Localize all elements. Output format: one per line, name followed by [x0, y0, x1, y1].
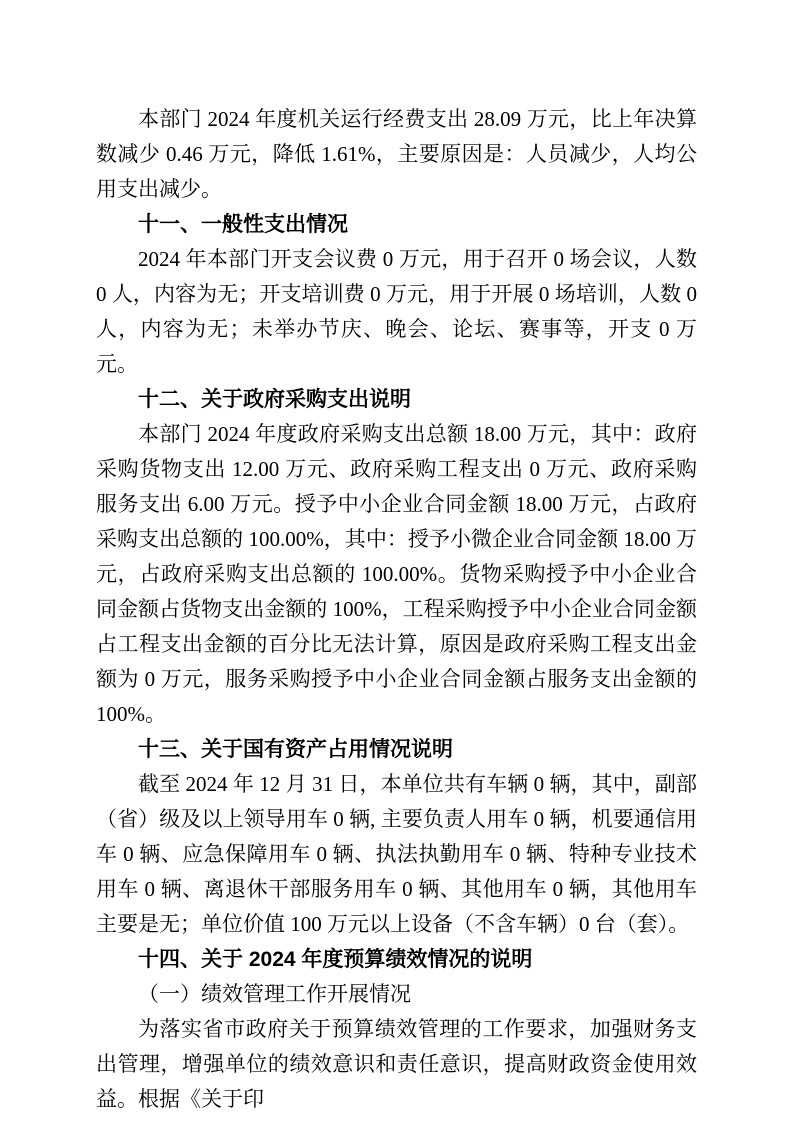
paragraph-performance-management-intro: 为落实省市政府关于预算绩效管理的工作要求，加强财务支出管理，增强单位的绩效意识和责任意识，提高财政资金使用效益。根据《关于印	[96, 1017, 697, 1111]
section-heading-11-general-expenditure: 十一、一般性支出情况	[138, 213, 348, 236]
paragraph-agency-operating-expense: 本部门 2024 年度机关运行经费支出 28.09 万元，比上年决算数减少 0.46 万元，降低 1.61%，主要原因是：人员减少，人均公用支出减少。	[96, 107, 697, 201]
section-heading-14-budget-performance: 十四、关于 2024 年度预算绩效情况的说明	[138, 948, 533, 971]
paragraph-state-owned-assets-details: 截至 2024 年 12 月 31 日，本单位共有车辆 0 辆，其中，副部（省）级及以上领导用车 0 辆, 主要负责人用车 0 辆，机要通信用车 0 辆、应急保障用车 0 辆、执法执勤用车 0 辆、特种专业技术用车 0 辆、离退休干部服务用车 0 辆、其他用车 0 辆，其他用车主要是无；单位价值 100 万元以上设备（不含车辆）0 台（套）。	[96, 772, 697, 936]
sub-heading-performance-management: （一）绩效管理工作开展情况	[138, 983, 411, 1006]
document-content	[96, 102, 697, 1117]
paragraph-general-expenditure-details: 2024 年本部门开支会议费 0 万元，用于召开 0 场会议，人数 0 人，内容为无；开支培训费 0 万元，用于开展 0 场培训，人数 0 人，内容为无；未举办节庆、晚会、论坛、赛事等，开支 0 万元。	[96, 247, 697, 376]
section-heading-13-state-owned-assets: 十三、关于国有资产占用情况说明	[138, 738, 453, 761]
section-heading-12-government-procurement: 十二、关于政府采购支出说明	[138, 388, 411, 411]
paragraph-government-procurement-details: 本部门 2024 年度政府采购支出总额 18.00 万元，其中：政府采购货物支出 12.00 万元、政府采购工程支出 0 万元、政府采购服务支出 6.00 万元。授予中小企业合同金额 18.00 万元，占政府采购支出总额的 100.00%，其中：授予小微企业合同金额 18.00 万元，占政府采购支出总额的 100.00%。货物采购授予中小企业合同金额占货物支出金额的 100%，工程采购授予中小企业合同金额占工程支出金额的百分比无法计算，原因是政府采购工程支出金额为 0 万元，服务采购授予中小企业合同金额占服务支出金额的 100%。	[96, 422, 697, 726]
